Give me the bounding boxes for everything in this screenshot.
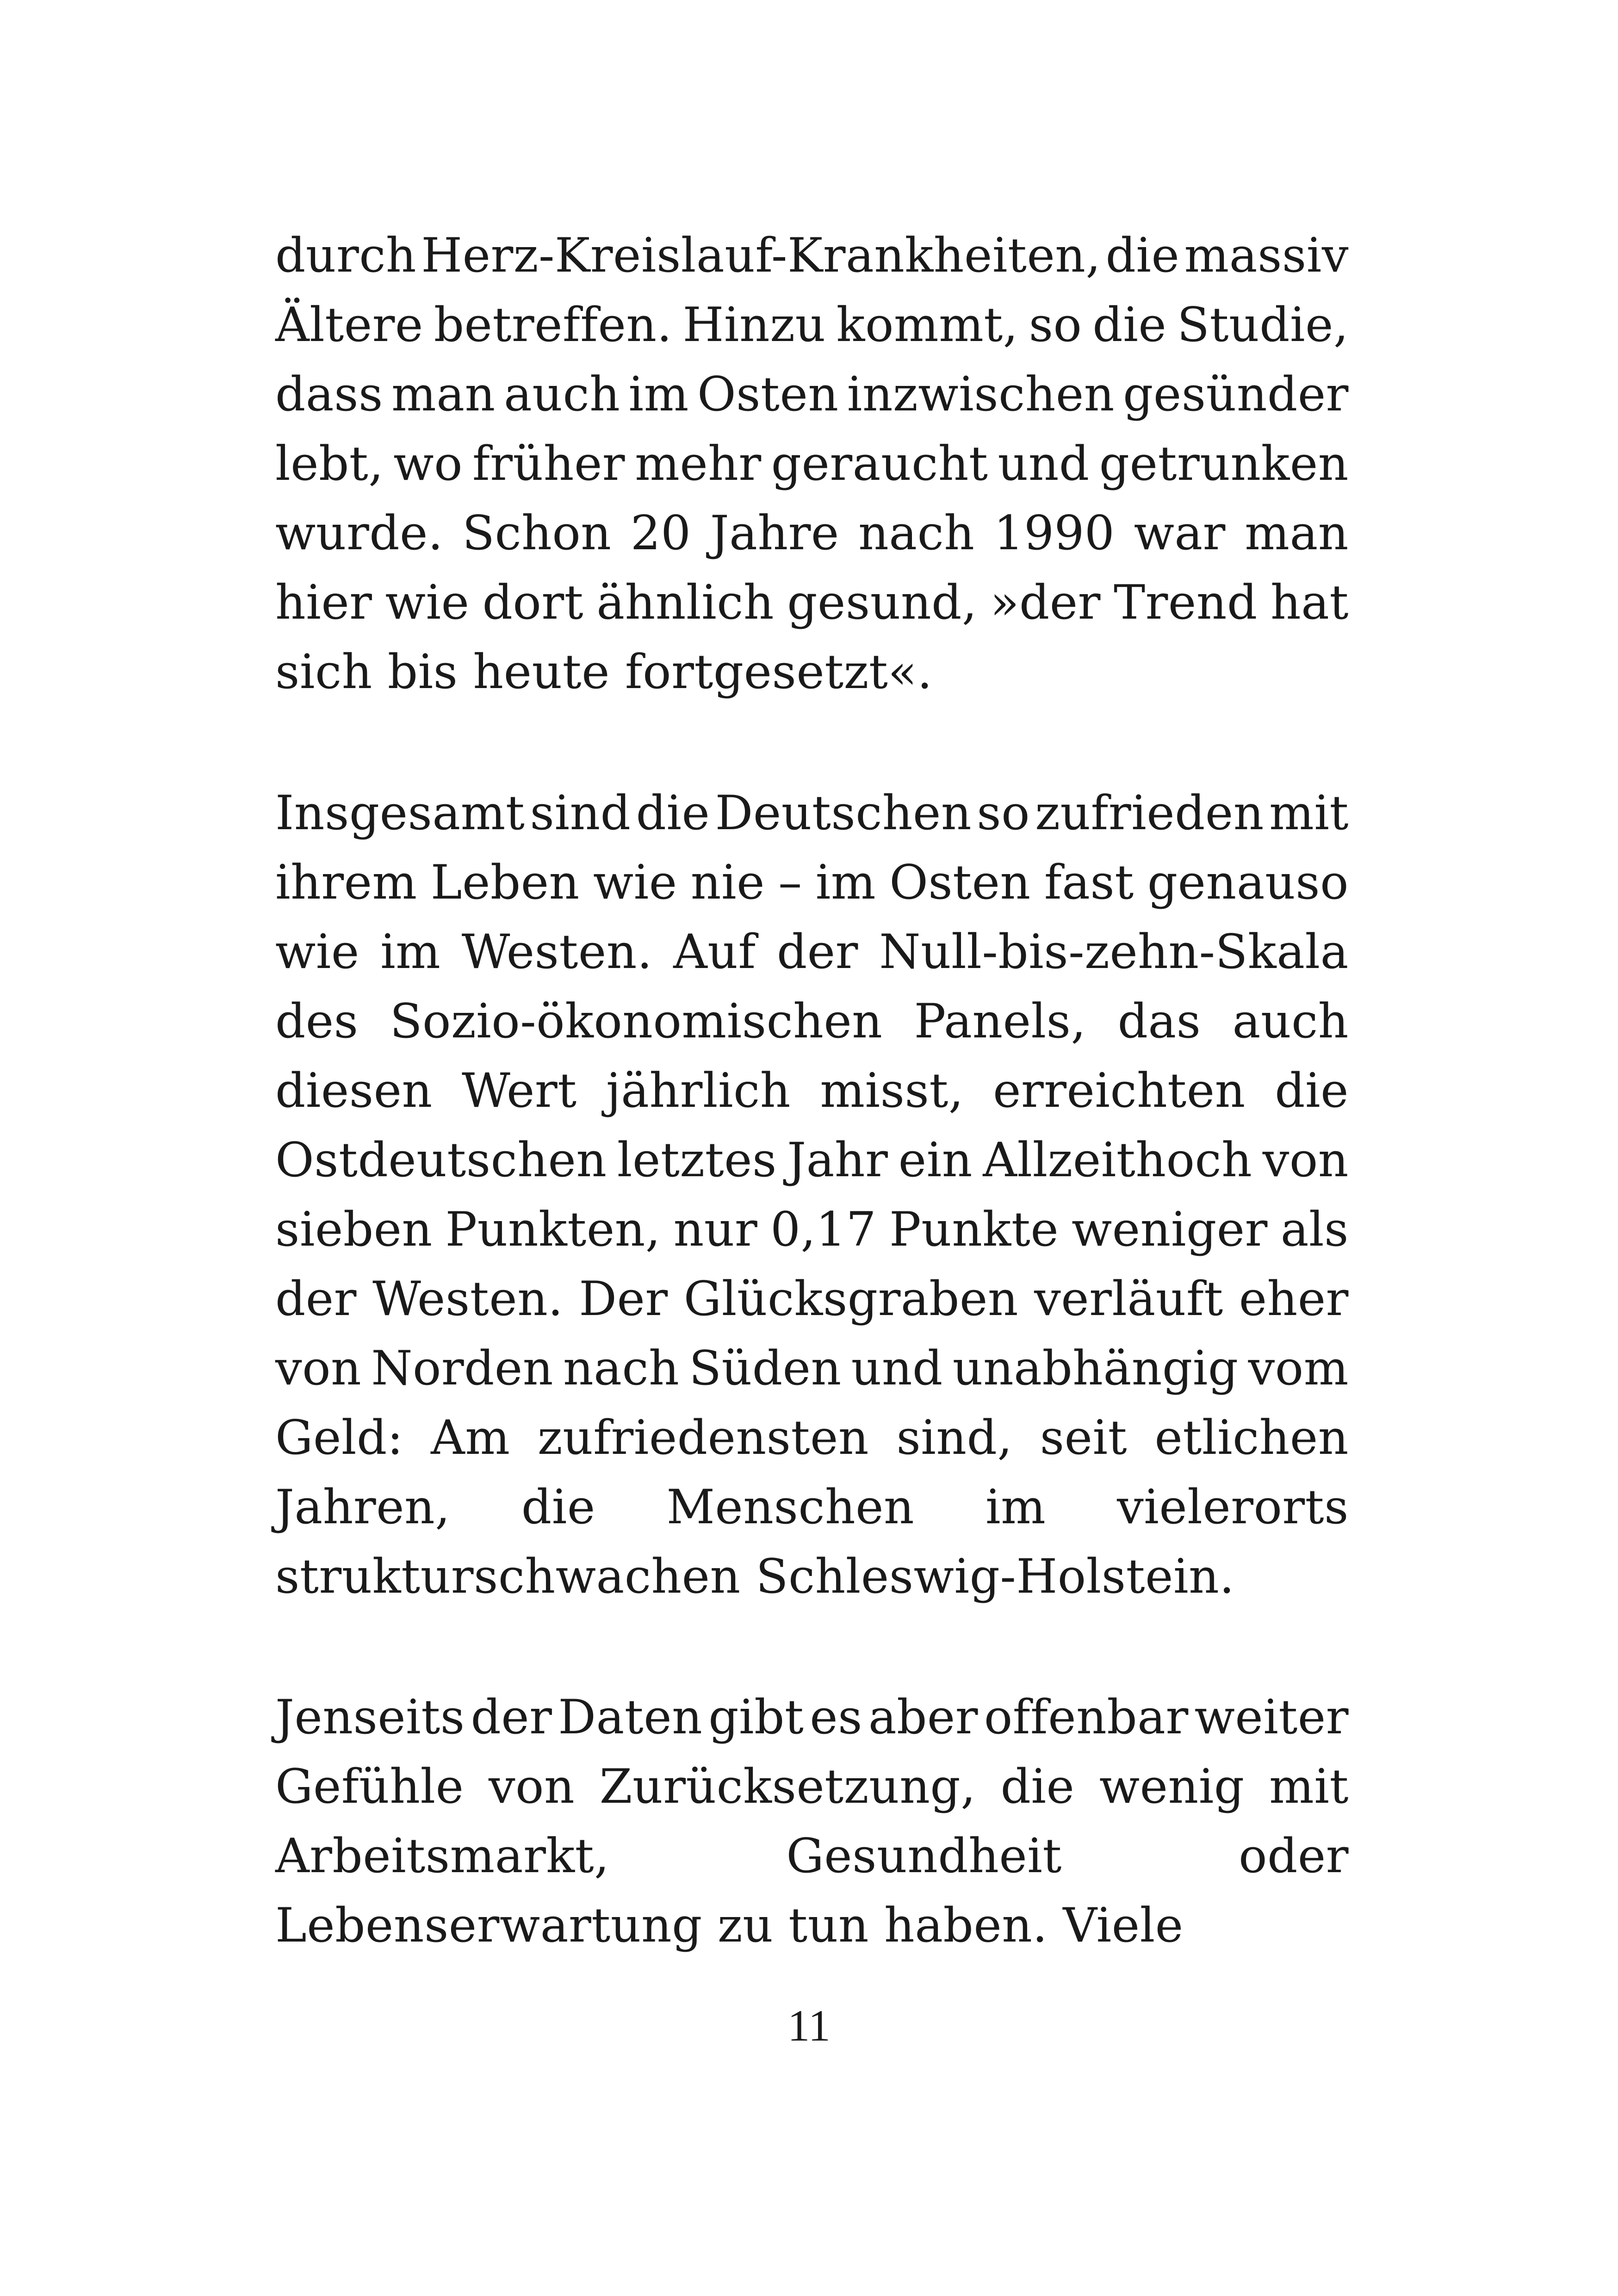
- text-line: Insgesamt sind die Deutschen so zufrieden mit: [275, 786, 1349, 841]
- text-line: sich bis heute fortgesetzt«.: [275, 645, 933, 700]
- page-number: 11: [787, 2001, 831, 2050]
- paragraph: [275, 779, 1349, 1612]
- text-line: Ostdeutschen letztes Jahr ein Allzeithoch von: [275, 1133, 1349, 1188]
- text-line: Jahren, die Menschen im vielerorts: [275, 1480, 1349, 1535]
- text-line: Arbeitsmarkt, Gesundheit oder: [275, 1829, 1349, 1884]
- text-line: dass man auch im Osten inzwischen gesünder: [275, 367, 1349, 422]
- text-line: ihrem Leben wie nie – im Osten fast genauso: [275, 855, 1349, 910]
- text-line: lebt, wo früher mehr geraucht und getrunken: [275, 436, 1349, 491]
- text-line: Jenseits der Daten gibt es aber offenbar weiter: [275, 1690, 1349, 1745]
- text-line: Geld: Am zufriedensten sind, seit etlichen: [275, 1410, 1349, 1465]
- text-line: strukturschwachen Schleswig-Holstein.: [275, 1549, 1235, 1604]
- text-line: sieben Punkten, nur 0,17 Punkte weniger als: [275, 1202, 1349, 1257]
- text-line: diesen Wert jährlich misst, erreichten die: [275, 1063, 1349, 1118]
- text-line: Ältere betreffen. Hinzu kommt, so die Studie,: [275, 298, 1349, 353]
- paragraph: [275, 1683, 1349, 1961]
- text-line: hier wie dort ähnlich gesund, »der Trend hat: [275, 575, 1349, 630]
- text-line: der Westen. Der Glücksgraben verläuft eher: [275, 1272, 1349, 1327]
- text-line: Gefühle von Zurücksetzung, die wenig mit: [275, 1759, 1349, 1814]
- text-line: wurde. Schon 20 Jahre nach 1990 war man: [275, 506, 1349, 561]
- paragraph: [275, 221, 1349, 707]
- text-line: durch Herz-Kreislauf-Krankheiten, die massiv: [275, 228, 1349, 283]
- text-line: wie im Westen. Auf der Null-bis-zehn-Skala: [275, 925, 1349, 980]
- text-line: von Norden nach Süden und unabhängig vom: [275, 1341, 1349, 1396]
- text-line: Lebenserwartung zu tun haben. Viele: [275, 1898, 1184, 1953]
- text-line: des Sozio-ökonomischen Panels, das auch: [275, 994, 1349, 1049]
